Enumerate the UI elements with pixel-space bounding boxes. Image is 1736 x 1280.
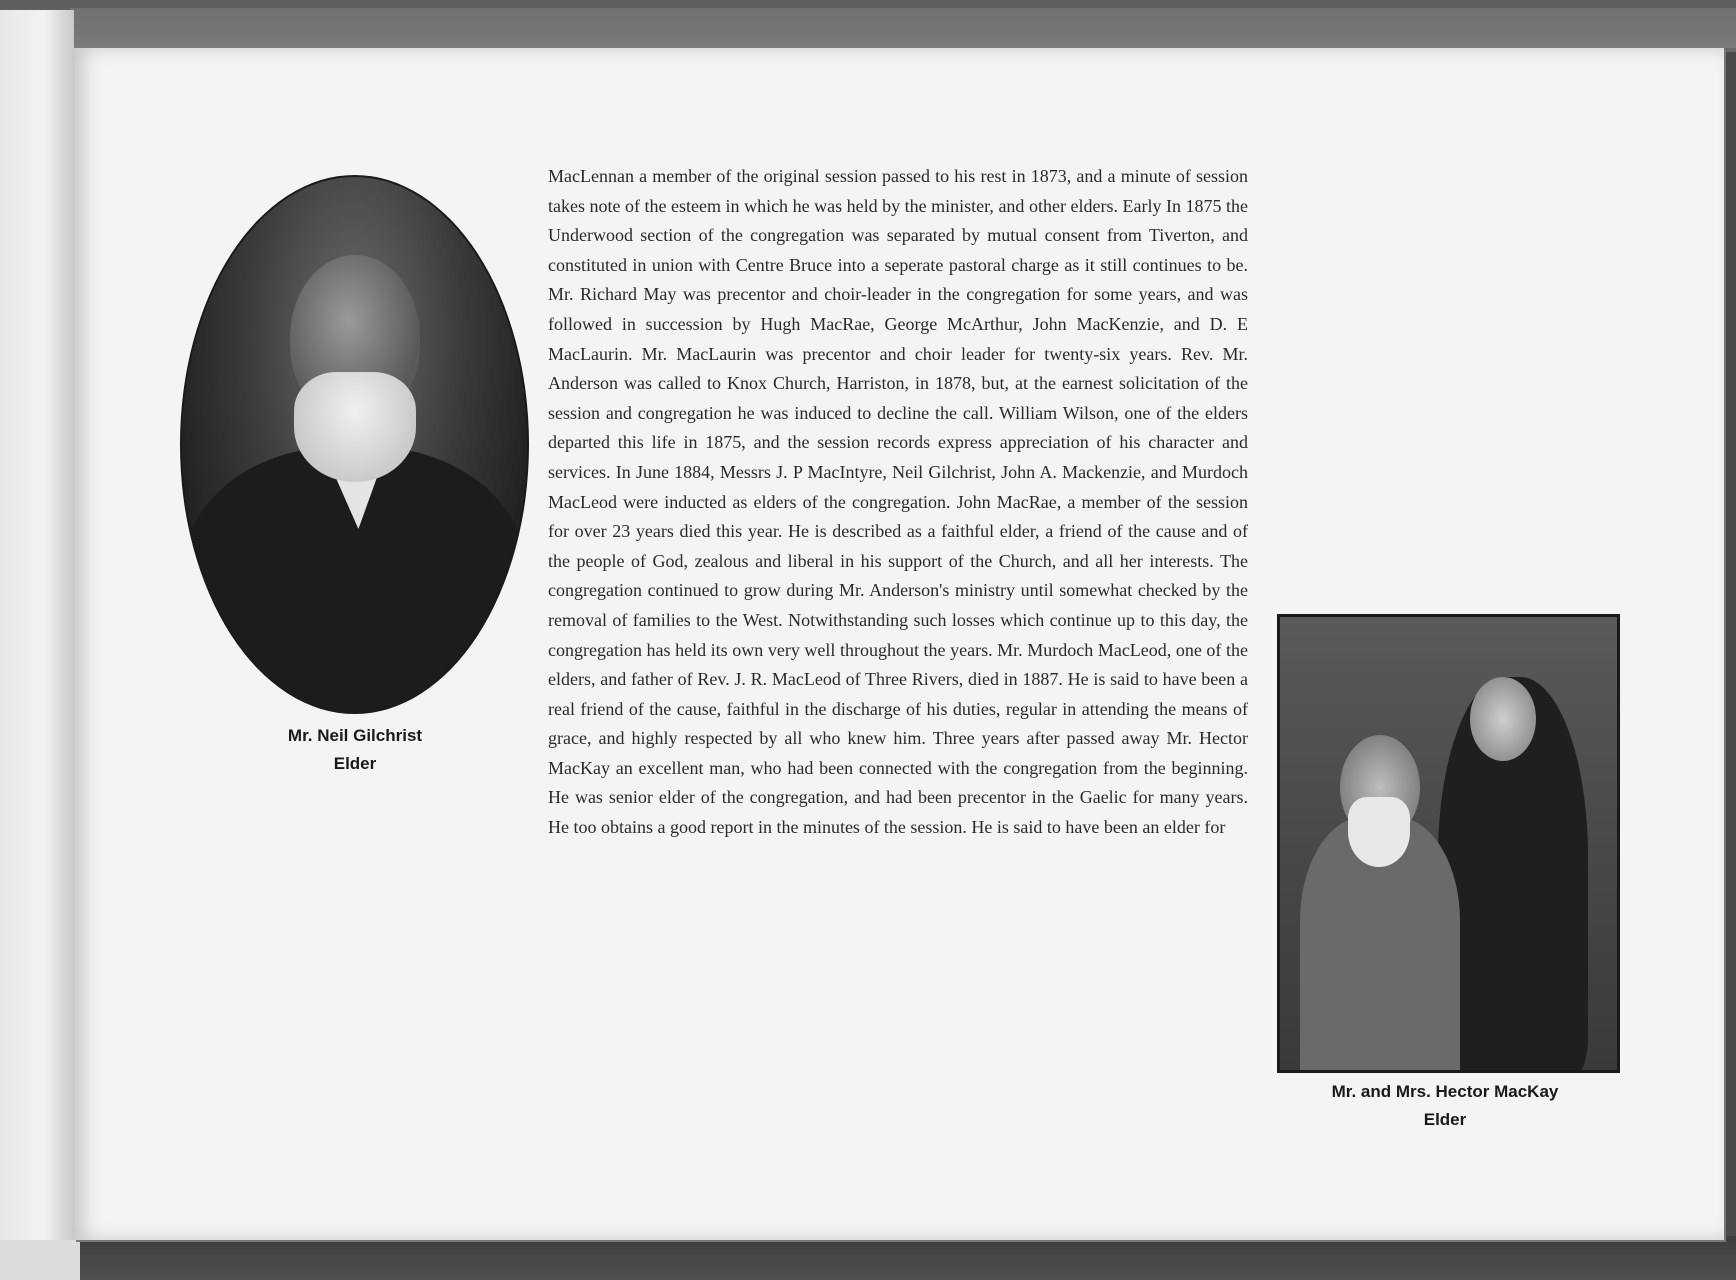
caption-neil-gilchrist [240,722,470,778]
photo-woman-face [1470,677,1536,761]
scan-background-bottom [0,1236,1736,1280]
caption-left-name: Mr. Neil Gilchrist [287,726,423,745]
caption-right-name: Mr. and Mrs. Hector MacKay [1331,1082,1559,1101]
portrait-beard [294,372,416,482]
scan-edge-strip [70,8,1736,48]
photo-man-beard [1348,797,1410,867]
caption-left-role: Elder [333,754,377,773]
caption-hector-mackay [1270,1078,1620,1134]
body-paragraph: MacLennan a member of the original session passed to his rest in 1873, and a minute of session takes note of the esteem in which he was held by the minister, and other elders. Early In 1875 the Underwood section of the congregation was separated by mutual consent from Tiverton, and constituted in union with Centre Bruce into a seperate pastoral charge as it still continues to be. Mr. Richard May was precentor and choir-leader in the congregation for some years, and was followed in succession by Hugh MacRae, George McArthur, John MacKenzie, and D. E MacLaurin. Mr. MacLaurin was precentor and choir leader for twenty-six years. Rev. Mr. Anderson was called to Knox Church, Harriston, in 1878, but, at the earnest solicitation of the session and congregation he was induced to decline the call. William Wilson, one of the elders departed this life in 1875, and the session records express appreciation of his character and services. In June 1884, Messrs J. P MacIntyre, Neil Gilchrist, John A. Mackenzie, and Murdoch MacLeod were inducted as elders of the congregation. John MacRae, a member of the session for over 23 years died this year. He is described as a faithful elder, a friend of the cause and of the people of God, zealous and liberal in his support of the Church, and all her interests. The congregation continued to grow during Mr. Anderson's ministry until somewhat checked by the removal of families to the West. Notwithstanding such losses which continue up to this day, the congregation has held its own very well throughout the years. Mr. Murdoch MacLeod, one of the elders, and father of Rev. J. R. MacLeod of Three Rivers, died in 1887. He is said to have been a real friend of the cause, faithful in the discharge of his duties, regular in attending the means of grace, and highly respected by all who knew him. Three years after passed away Mr. Hector MacKay an excellent man, who had been connected with the congregation from the beginning. He was senior elder of the congregation, and had been precentor in the Gaelic for many years. He too obtains a good report in the minutes of the session. He is said to have been an elder for [548,166,1248,838]
portrait-neil-gilchrist [180,175,529,714]
previous-page-edge [0,10,74,1246]
previous-page-corner [0,1240,80,1280]
caption-right-role: Elder [1423,1110,1467,1129]
photo-hector-mackay [1277,614,1620,1073]
